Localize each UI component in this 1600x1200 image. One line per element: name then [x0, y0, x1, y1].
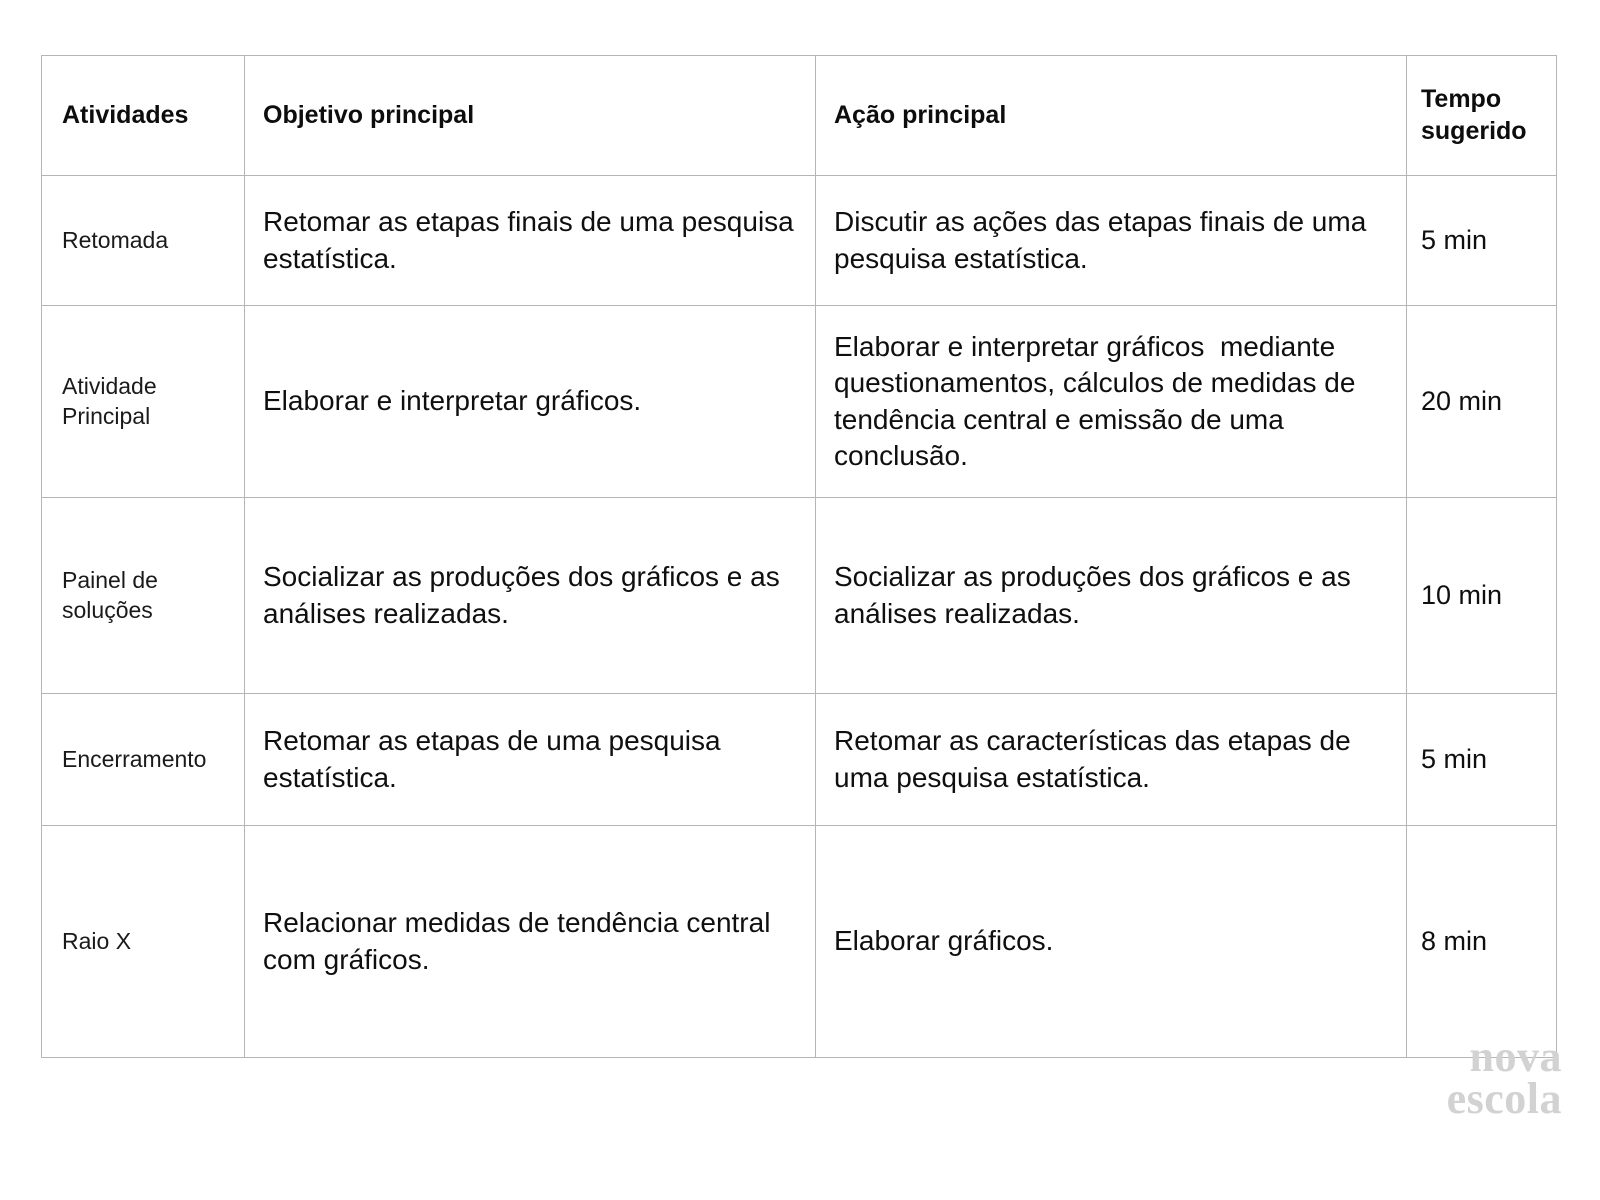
cell-objective-text: Relacionar medidas de tendência central com gráficos. [263, 907, 779, 975]
cell-objective [245, 176, 816, 306]
cell-objective [245, 306, 816, 498]
cell-time-text: 20 min [1421, 385, 1503, 416]
cell-time-text: 5 min [1421, 224, 1488, 255]
cell-objective-text: Socializar as produções dos gráficos e as análises realizadas. [263, 561, 788, 629]
cell-activity [42, 306, 245, 498]
table-row [42, 306, 1557, 498]
cell-activity [42, 826, 245, 1058]
column-header-objective-label: Objetivo principal [263, 100, 475, 129]
cell-activity [42, 694, 245, 826]
table-row [42, 694, 1557, 826]
cell-action [816, 306, 1407, 498]
lesson-plan-table [41, 55, 1557, 1058]
cell-action-text: Discutir as ações das etapas finais de uma pesquisa estatística. [834, 206, 1375, 274]
cell-time [1407, 498, 1557, 694]
cell-time [1407, 176, 1557, 306]
table-header [42, 56, 1557, 176]
cell-objective [245, 498, 816, 694]
cell-objective [245, 826, 816, 1058]
cell-objective [245, 694, 816, 826]
cell-action [816, 498, 1407, 694]
table-row [42, 826, 1557, 1058]
cell-action [816, 826, 1407, 1058]
cell-time [1407, 694, 1557, 826]
cell-activity-text: Encerramento [62, 745, 207, 772]
cell-objective-text: Elaborar e interpretar gráficos. [263, 385, 642, 417]
cell-objective-text: Retomar as etapas finais de uma pesquisa estatística. [263, 206, 802, 274]
table-header-row [42, 56, 1557, 176]
table-row [42, 176, 1557, 306]
cell-action-text: Retomar as características das etapas de uma pesquisa estatística. [834, 725, 1359, 793]
cell-time [1407, 826, 1557, 1058]
cell-time-text: 10 min [1421, 579, 1503, 610]
cell-activity-text: Raio X [62, 927, 132, 954]
cell-action-text: Elaborar e interpretar gráficos mediante questionamentos, cálculos de medidas de tendência central e emissão de uma conclusão. [834, 330, 1364, 471]
cell-activity [42, 176, 245, 306]
cell-action [816, 176, 1407, 306]
cell-activity [42, 498, 245, 694]
cell-activity-text: Painel de soluções [62, 567, 165, 623]
column-header-activities [42, 56, 245, 176]
cell-action-text: Elaborar gráficos. [834, 925, 1054, 957]
cell-action [816, 694, 1407, 826]
cell-activity-text: Retomada [62, 226, 169, 253]
column-header-activities-label: Atividades [62, 100, 189, 129]
cell-time-text: 8 min [1421, 925, 1488, 956]
cell-time [1407, 306, 1557, 498]
table-body [42, 176, 1557, 1058]
cell-objective-text: Retomar as etapas de uma pesquisa estatística. [263, 725, 729, 793]
column-header-objective [245, 56, 816, 176]
column-header-action-label: Ação principal [834, 100, 1007, 129]
cell-time-text: 5 min [1421, 743, 1488, 774]
activities-table-container [41, 55, 1556, 1058]
table-row [42, 498, 1557, 694]
cell-activity-text: Atividade Principal [62, 373, 164, 429]
column-header-time-label: Tempo sugerido [1421, 85, 1527, 145]
nova-escola-logo [1372, 1032, 1562, 1123]
logo-line-nova: nova [1469, 1032, 1562, 1081]
column-header-action [816, 56, 1407, 176]
logo-line-escola: escola [1446, 1073, 1562, 1123]
cell-action-text: Socializar as produções dos gráficos e as análises realizadas. [834, 561, 1359, 629]
column-header-time [1407, 56, 1557, 176]
